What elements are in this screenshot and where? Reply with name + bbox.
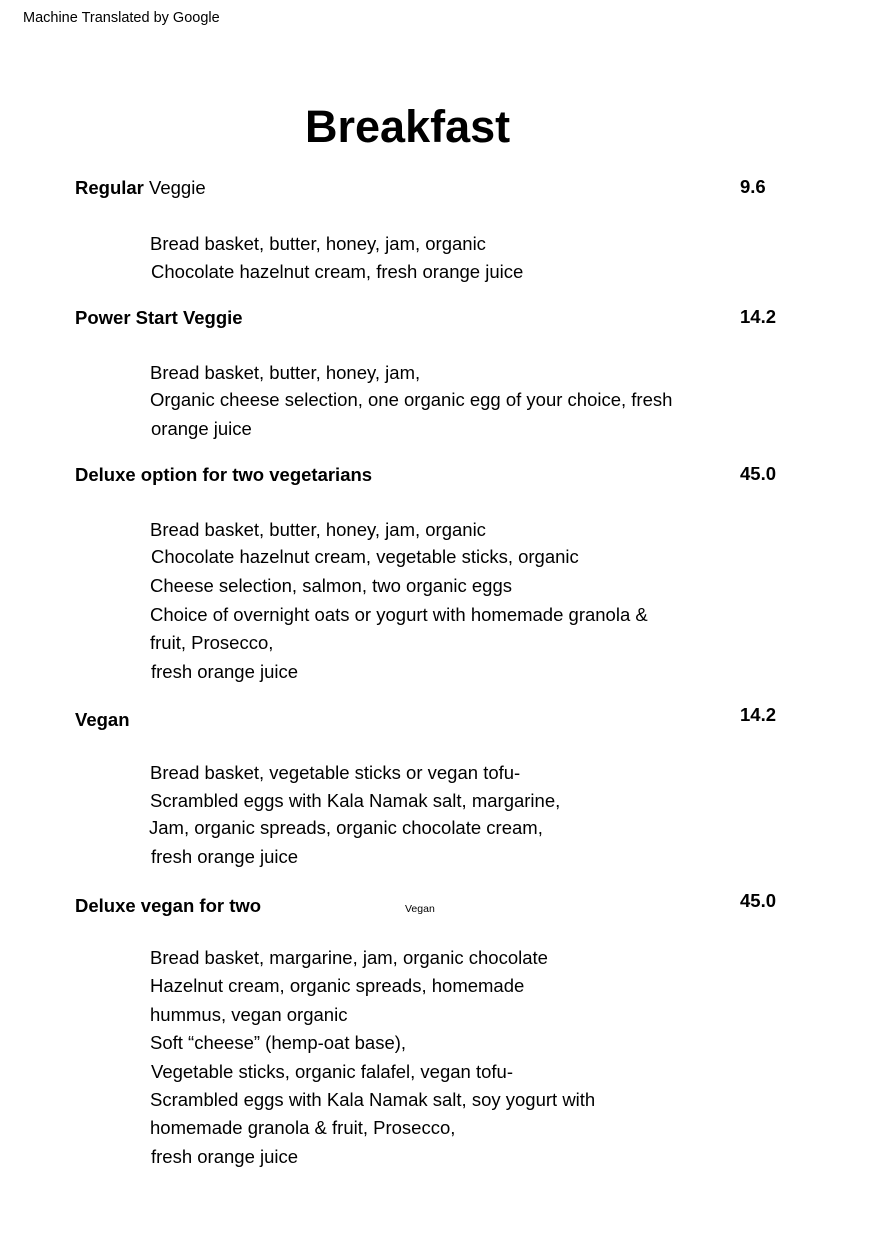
menu-item-description-line: Bread basket, butter, honey, jam, organic bbox=[150, 519, 486, 540]
menu-item-name-bold: Deluxe option for two vegetarians bbox=[75, 464, 373, 485]
menu-item-description-line: fresh orange juice bbox=[151, 661, 299, 682]
menu-item-name bbox=[75, 176, 206, 200]
menu-item-description-line: hummus, vegan organic bbox=[150, 1004, 348, 1025]
menu-item-description-line: fresh orange juice bbox=[151, 1146, 299, 1167]
menu-item-description-line: Scrambled eggs with Kala Namak salt, soy yogurt with bbox=[150, 1089, 596, 1110]
menu-item-name bbox=[75, 306, 243, 330]
page-title: Breakfast bbox=[305, 101, 511, 152]
menu-item-name bbox=[75, 894, 261, 918]
menu-item-price: 45.0 bbox=[740, 890, 777, 911]
menu-item-description-line: Chocolate hazelnut cream, vegetable sticks, organic bbox=[151, 546, 579, 567]
menu-item-price: 45.0 bbox=[740, 463, 777, 484]
translation-attribution: Machine Translated by Google bbox=[23, 10, 220, 26]
menu-item-description-line: Jam, organic spreads, organic chocolate cream, bbox=[149, 817, 543, 838]
menu-item-description-line: Soft “cheese” (hemp-oat base), bbox=[150, 1032, 407, 1053]
menu-item-description-line: fresh orange juice bbox=[151, 846, 299, 867]
menu-item-description-line: orange juice bbox=[151, 418, 252, 439]
menu-item-description-line: Bread basket, vegetable sticks or vegan tofu- bbox=[150, 762, 521, 783]
menu-item-description-line: homemade granola & fruit, Prosecco, bbox=[150, 1117, 456, 1138]
menu-item-description-line: Vegetable sticks, organic falafel, vegan tofu- bbox=[151, 1061, 513, 1082]
menu-item-name-bold: Vegan bbox=[75, 709, 130, 730]
menu-item-name-bold: Power Start Veggie bbox=[75, 307, 243, 328]
menu-item-name-regular: Veggie bbox=[143, 177, 206, 198]
menu-item-description-line: Cheese selection, salmon, two organic eggs bbox=[150, 575, 512, 596]
menu-item-description-line: Bread basket, butter, honey, jam, organic bbox=[150, 233, 486, 254]
menu-item-description-line: Scrambled eggs with Kala Namak salt, margarine, bbox=[150, 790, 561, 811]
menu-item-name bbox=[75, 463, 372, 487]
menu-item-name-bold: Deluxe vegan for two bbox=[75, 895, 262, 916]
menu-item-tag: Vegan bbox=[405, 903, 435, 915]
menu-item-description-line: Organic cheese selection, one organic egg of your choice, fresh bbox=[150, 389, 673, 410]
menu-item-description-line: fruit, Prosecco, bbox=[150, 632, 274, 653]
menu-item-description-line: Choice of overnight oats or yogurt with homemade granola & bbox=[150, 604, 648, 625]
menu-item-price: 9.6 bbox=[740, 176, 766, 197]
menu-item-description-line: Hazelnut cream, organic spreads, homemade bbox=[150, 975, 525, 996]
menu-item-description-line: Chocolate hazelnut cream, fresh orange juice bbox=[151, 261, 524, 282]
menu-item-description-line: Bread basket, margarine, jam, organic chocolate bbox=[150, 947, 548, 968]
menu-item-description-line: Bread basket, butter, honey, jam, bbox=[150, 362, 421, 383]
menu-item-price: 14.2 bbox=[740, 704, 777, 725]
menu-item-name bbox=[75, 708, 130, 732]
menu-item-price: 14.2 bbox=[740, 306, 777, 327]
menu-item-name-bold: Regular bbox=[75, 177, 144, 198]
